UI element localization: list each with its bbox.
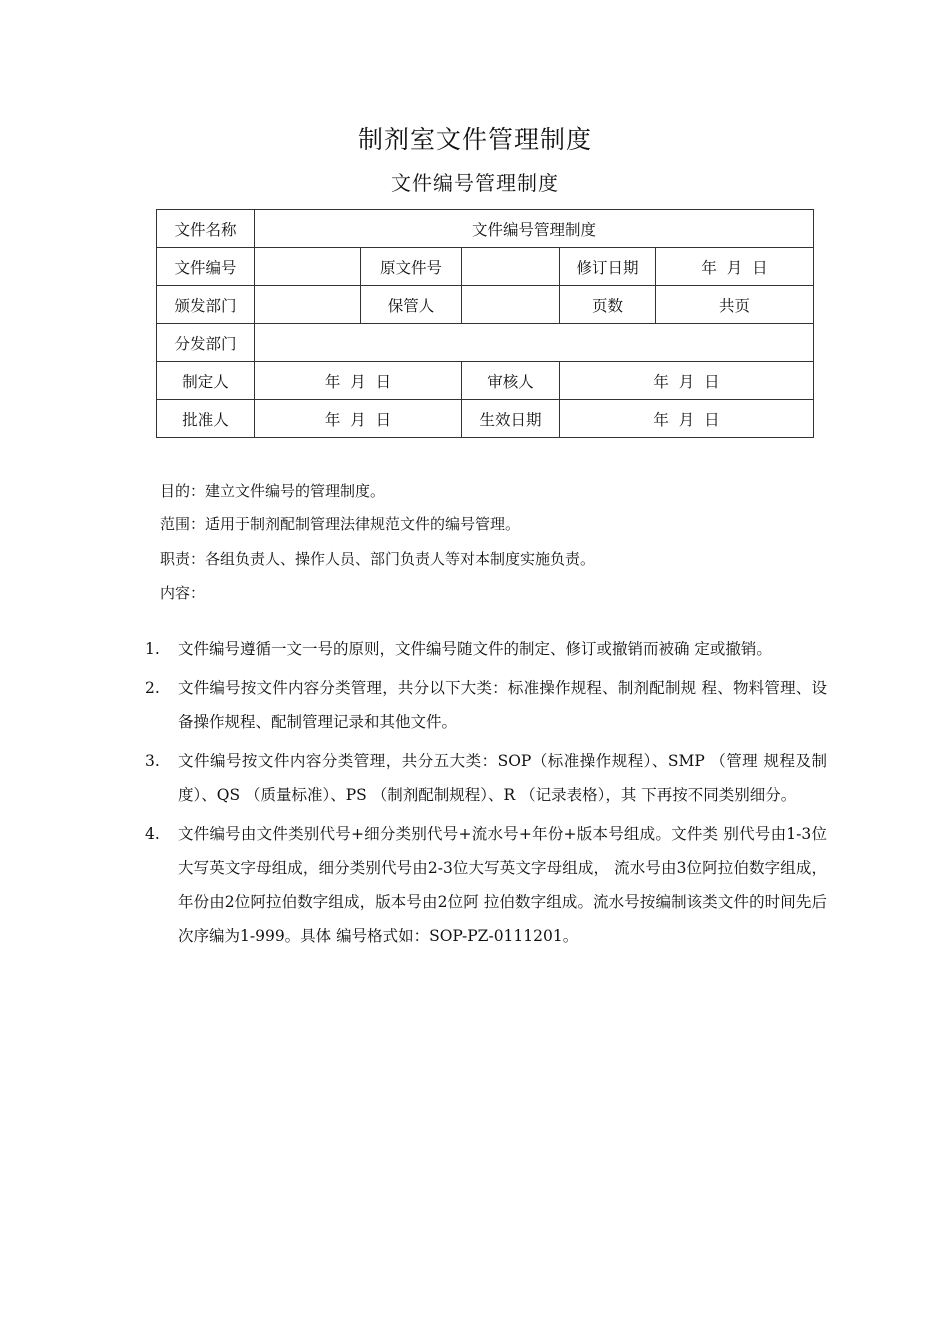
table-row (157, 248, 814, 286)
table-cell-value: 年 月 日 (255, 400, 462, 438)
list-item-text: 文件编号按文件内容分类管理，共分以下大类：标准操作规程、制剂配制规 程、物料管理、设备操作规程、配制管理记录和其他文件。 (178, 679, 827, 731)
table-cell-label: 文件名称 (157, 210, 255, 248)
table-cell-label: 原文件号 (361, 248, 462, 286)
table-row (157, 286, 814, 324)
list-item (145, 671, 827, 739)
table-cell-value (462, 248, 560, 286)
table-cell-value: 年 月 日 (560, 362, 814, 400)
list-item-number: 1. (145, 640, 160, 658)
table-cell-value (255, 286, 361, 324)
list-item (145, 744, 827, 812)
list-item-number: 4. (145, 825, 160, 843)
table-row (157, 400, 814, 438)
table-cell-label: 保管人 (361, 286, 462, 324)
table-row (157, 362, 814, 400)
table-cell-value: 年 月 日 (255, 362, 462, 400)
duty-line: 职责：各组负责人、操作人员、部门负责人等对本制度实施负责。 (160, 550, 596, 568)
list-item (145, 817, 827, 953)
purpose-line: 目的：建立文件编号的管理制度。 (160, 482, 386, 500)
table-cell-value: 共页 (656, 286, 814, 324)
document-title: 制剂室文件管理制度 (357, 125, 592, 154)
list-item-text: 文件编号按文件内容分类管理，共分五大类：SOP（标准操作规程）、SMP （管理 规程及制度）、QS （质量标准）、PS （制剂配制规程）、R （记录表格），其 下再按不同类别细分。 (178, 752, 827, 804)
content-heading: 内容： (160, 584, 206, 602)
document-info-table (156, 209, 814, 438)
list-item-number: 3. (145, 752, 160, 770)
table-row (157, 324, 814, 362)
table-cell-label: 页数 (560, 286, 656, 324)
table-cell-label: 批准人 (157, 400, 255, 438)
document-subtitle: 文件编号管理制度 (391, 171, 559, 195)
table-row (157, 210, 814, 248)
table-cell-label: 制定人 (157, 362, 255, 400)
table-cell-value: 文件编号管理制度 (255, 210, 814, 248)
table-cell-value (462, 286, 560, 324)
table-cell-label: 颁发部门 (157, 286, 255, 324)
list-item-text: 文件编号由文件类别代号+细分类别代号+流水号+年份+版本号组成。文件类 别代号由1-3位大写英文字母组成，细分类别代号由2-3位大写英文字母组成， 流水号由3位阿拉伯数字组成，年份由2位阿拉伯数字组成，版本号由2位阿 拉伯数字组成。流水号按编制该类文件的时间先后次序编为1-999。具体 编号格式如：SOP-PZ-0111201。 (178, 825, 827, 945)
table-cell-label: 文件编号 (157, 248, 255, 286)
table-cell-value (255, 324, 814, 362)
table-cell-label: 分发部门 (157, 324, 255, 362)
table-cell-value: 年 月 日 (656, 248, 814, 286)
table-cell-value: 年 月 日 (560, 400, 814, 438)
table-cell-label: 审核人 (462, 362, 560, 400)
list-item-text: 文件编号遵循一文一号的原则，文件编号随文件的制定、修订或撤销而被确 定或撤销。 (178, 640, 772, 658)
list-item-number: 2. (145, 679, 160, 697)
table-cell-label: 修订日期 (560, 248, 656, 286)
numbered-list (145, 632, 827, 958)
scope-line: 范围：适用于制剂配制管理法律规范文件的编号管理。 (160, 515, 521, 533)
table-cell-value (255, 248, 361, 286)
table-cell-label: 生效日期 (462, 400, 560, 438)
list-item (145, 632, 827, 666)
